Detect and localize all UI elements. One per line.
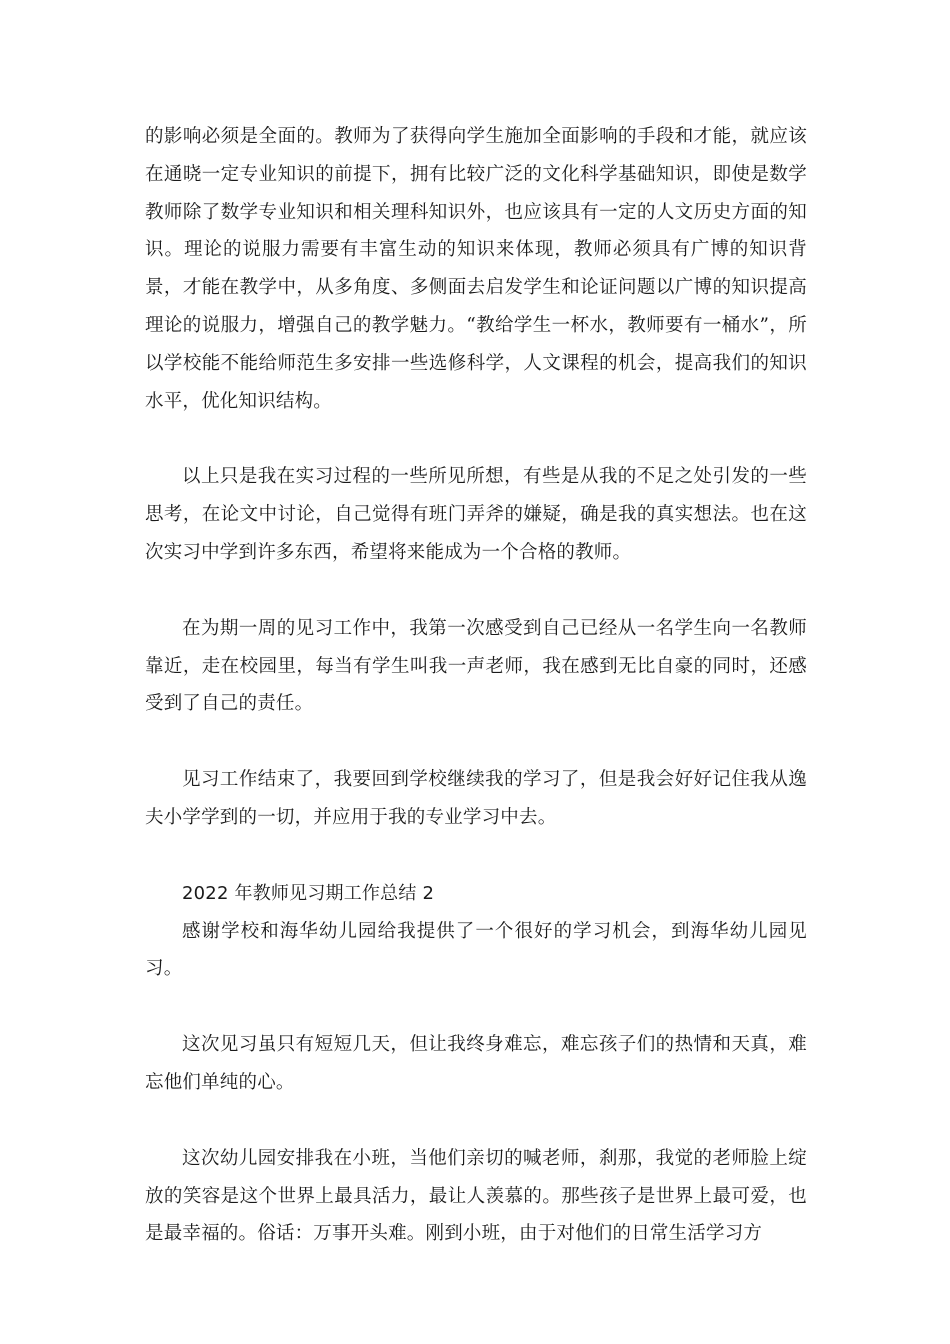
paragraph: 在为期一周的见习工作中，我第一次感受到自己已经从一名学生向一名教师靠近，走在校园里，每当有学生叫我一声老师，我在感到无比自豪的同时，还感受到了自己的责任。 — [145, 617, 807, 715]
paragraph-continued: 的影响必须是全面的。教师为了获得向学生施加全面影响的手段和才能，就应该在通晓一定专业知识的前提下，拥有比较广泛的文化科学基础知识，即使是数学教师除了数学专业知识和相关理科知识外，也应该具有一定的人文历史方面的知识。理论的说服力需要有丰富生动的知识来体现，教师必须具有广博的知识背景，才能在教学中，从多角度、多侧面去启发学生和论证问题以广博的知识提高理论的说服力，增强自己的教学魅力。“教给学生一杯水，教师要有一桶水”，所以学校能不能给师范生多安排一些选修科学，人文课程的机会，提高我们的知识水平，优化知识结构。 — [145, 126, 807, 412]
paragraph: 感谢学校和海华幼儿园给我提供了一个很好的学习机会，到海华幼儿园见习。 — [145, 920, 807, 980]
paragraph: 这次见习虽只有短短几天，但让我终身难忘，难忘孩子们的热情和天真，难忘他们单纯的心。 — [145, 1034, 807, 1093]
paragraph: 以上只是我在实习过程的一些所见所想，有些是从我的不足之处引发的一些思考，在论文中讨论，自己觉得有班门弄斧的嫌疑，确是我的真实想法。也在这次实习中学到许多东西，希望将来能成为一个合格的教师。 — [145, 466, 807, 563]
paragraph: 这次幼儿园安排我在小班，当他们亲切的喊老师，刹那，我觉的老师脸上绽放的笑容是这个世界上最具活力，最让人羡慕的。那些孩子是世界上最可爱，也是最幸福的。俗话：万事开头难。刚到小班，由于对他们的日常生活学习方 — [145, 1147, 807, 1245]
document-page — [145, 118, 807, 1253]
paragraph: 见习工作结束了，我要回到学校继续我的学习了，但是我会好好记住我从逸夫小学学到的一切，并应用于我的专业学习中去。 — [145, 769, 807, 828]
section-heading: 2022 年教师见习期工作总结 2 — [182, 882, 435, 904]
